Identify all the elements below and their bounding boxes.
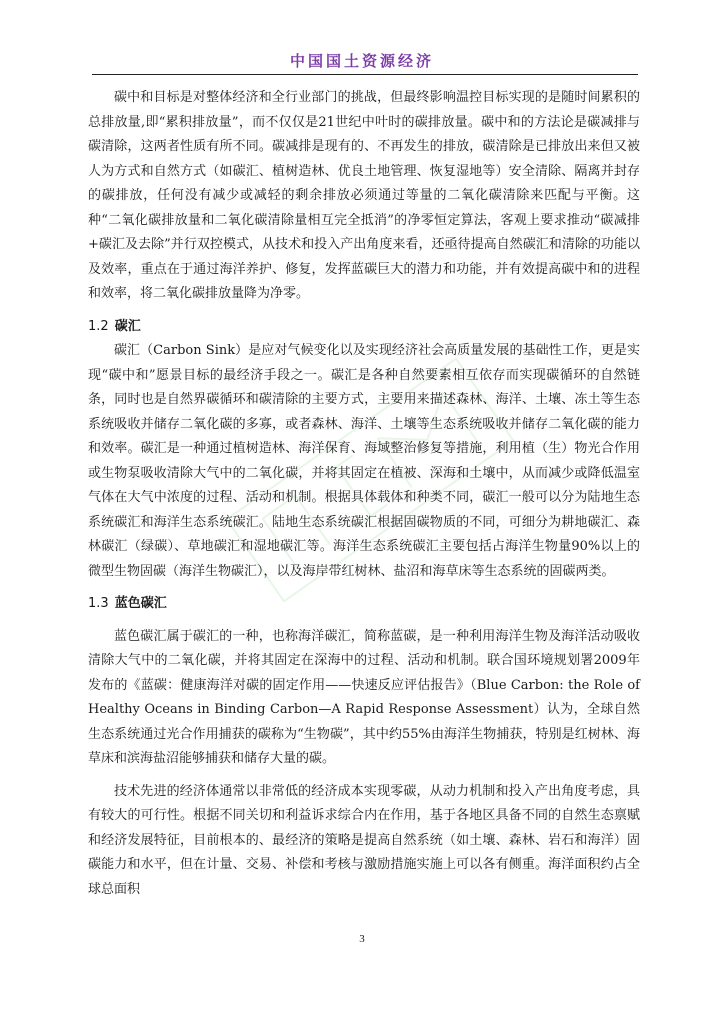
section-number: 1.2 [88,318,109,334]
page-number: 3 [359,933,365,945]
header-divider [92,74,638,75]
section-heading-1-2 [88,315,640,340]
section-title: 碳汇 [114,318,141,334]
section-heading-1-3 [88,592,640,617]
paragraph-carbon-neutrality: 碳中和目标是对整体经济和全行业部门的挑战，但最终影响温控目标实现的是随时间累积的总排放量,即“累积排放量”，而不仅仅是21世纪中叶时的碳排放量。碳中和的方法论是碳减排与碳清除，这两者性质有所不同。碳减排是现有的、不再发生的排放，碳清除是已排放出来但又被人为方式和自然方式（如碳汇、植树造林、优良土地管理、恢复湿地等）安全清除、隔离并封存的碳排放，任何没有减少或减轻的剩余排放必须通过等量的二氧化碳清除来匹配与平衡。这种“二氧化碳排放量和二氧化碳清除量相互完全抵消”的净零恒定算法，客观上要求推动“碳减排+碳汇及去除”并行双控模式，从技术和投入产出角度来看，还亟待提高自然碳汇和清除的功能以及效率，重点在于通过海洋养护、修复，发挥蓝碳巨大的潜力和功能，并有效提高碳中和的进程和效率，将二氧化碳排放量降为净零。 [88,90,640,301]
paragraph-carbon-sink: 碳汇（Carbon Sink）是应对气候变化以及实现经济社会高质量发展的基础性工作，更是实现“碳中和”愿景目标的最经济手段之一。碳汇是各种自然要素相互依存而实现碳循环的自然链条，同时也是自然界碳循环和碳清除的主要方式，主要用来描述森林、海洋、土壤、冻土等生态系统吸收并储存二氧化碳的多寡，或者森林、海洋、土壤等生态系统吸收并储存二氧化碳的能力和效率。碳汇是一种通过植树造林、海洋保育、海域整治修复等措施，利用植（生）物光合作用或生物泵吸收清除大气中的二氧化碳，并将其固定在植被、深海和土壤中，从而减少或降低温室气体在大气中浓度的过程、活动和机制。根据具体载体和种类不同，碳汇一般可以分为陆地生态系统碳汇和海洋生态系统碳汇。陆地生态系统碳汇根据固碳物质的不同，可细分为耕地碳汇、森林碳汇（绿碳）、草地碳汇和湿地碳汇等。海洋生态系统碳汇主要包括占海洋生物量90%以上的微型生物固碳（海洋生物碳汇），以及海岸带红树林、盐沼和海草床等生态系统的固碳两类。 [88,343,640,579]
paragraph-blue-carbon: 蓝色碳汇属于碳汇的一种，也称海洋碳汇，简称蓝碳，是一种利用海洋生物及海洋活动吸收清除大气中的二氧化碳，并将其固定在深海中的过程、活动和机制。联合国环境规划署2009年发布的《蓝碳：健康海洋对碳的固定作用——快速反应评估报告》（Blue Carbon: the Role of Healthy Oceans in Binding Carbon—A Rapid Response Assessment）认为，全球自然生态系统通过光合作用捕获的碳称为“生物碳”，其中约55%由海洋生物捕获，特别是红树林、海草床和滨海盐沼能够捕获和储存大量的碳。 [88,628,640,766]
section-title: 蓝色碳汇 [114,596,167,611]
section-number: 1.3 [88,596,109,611]
journal-header-title: 中国国土资源经济 [289,52,434,70]
article-body [88,86,640,902]
paragraph-economic-strategy: 技术先进的经济体通常以非常低的经济成本实现零碳，从动力机制和投入产出角度考虑，具有较大的可行性。根据不同关切和利益诉求综合内在作用，基于各地区具备不同的自然生态禀赋和经济发展特征，目前根本的、最经济的策略是提高自然系统（如土壤、森林、岩石和海洋）固碳能力和水平，但在计量、交易、补偿和考核与激励措施实施上可以各有侧重。海洋面积约占全球总面积 [88,783,640,897]
